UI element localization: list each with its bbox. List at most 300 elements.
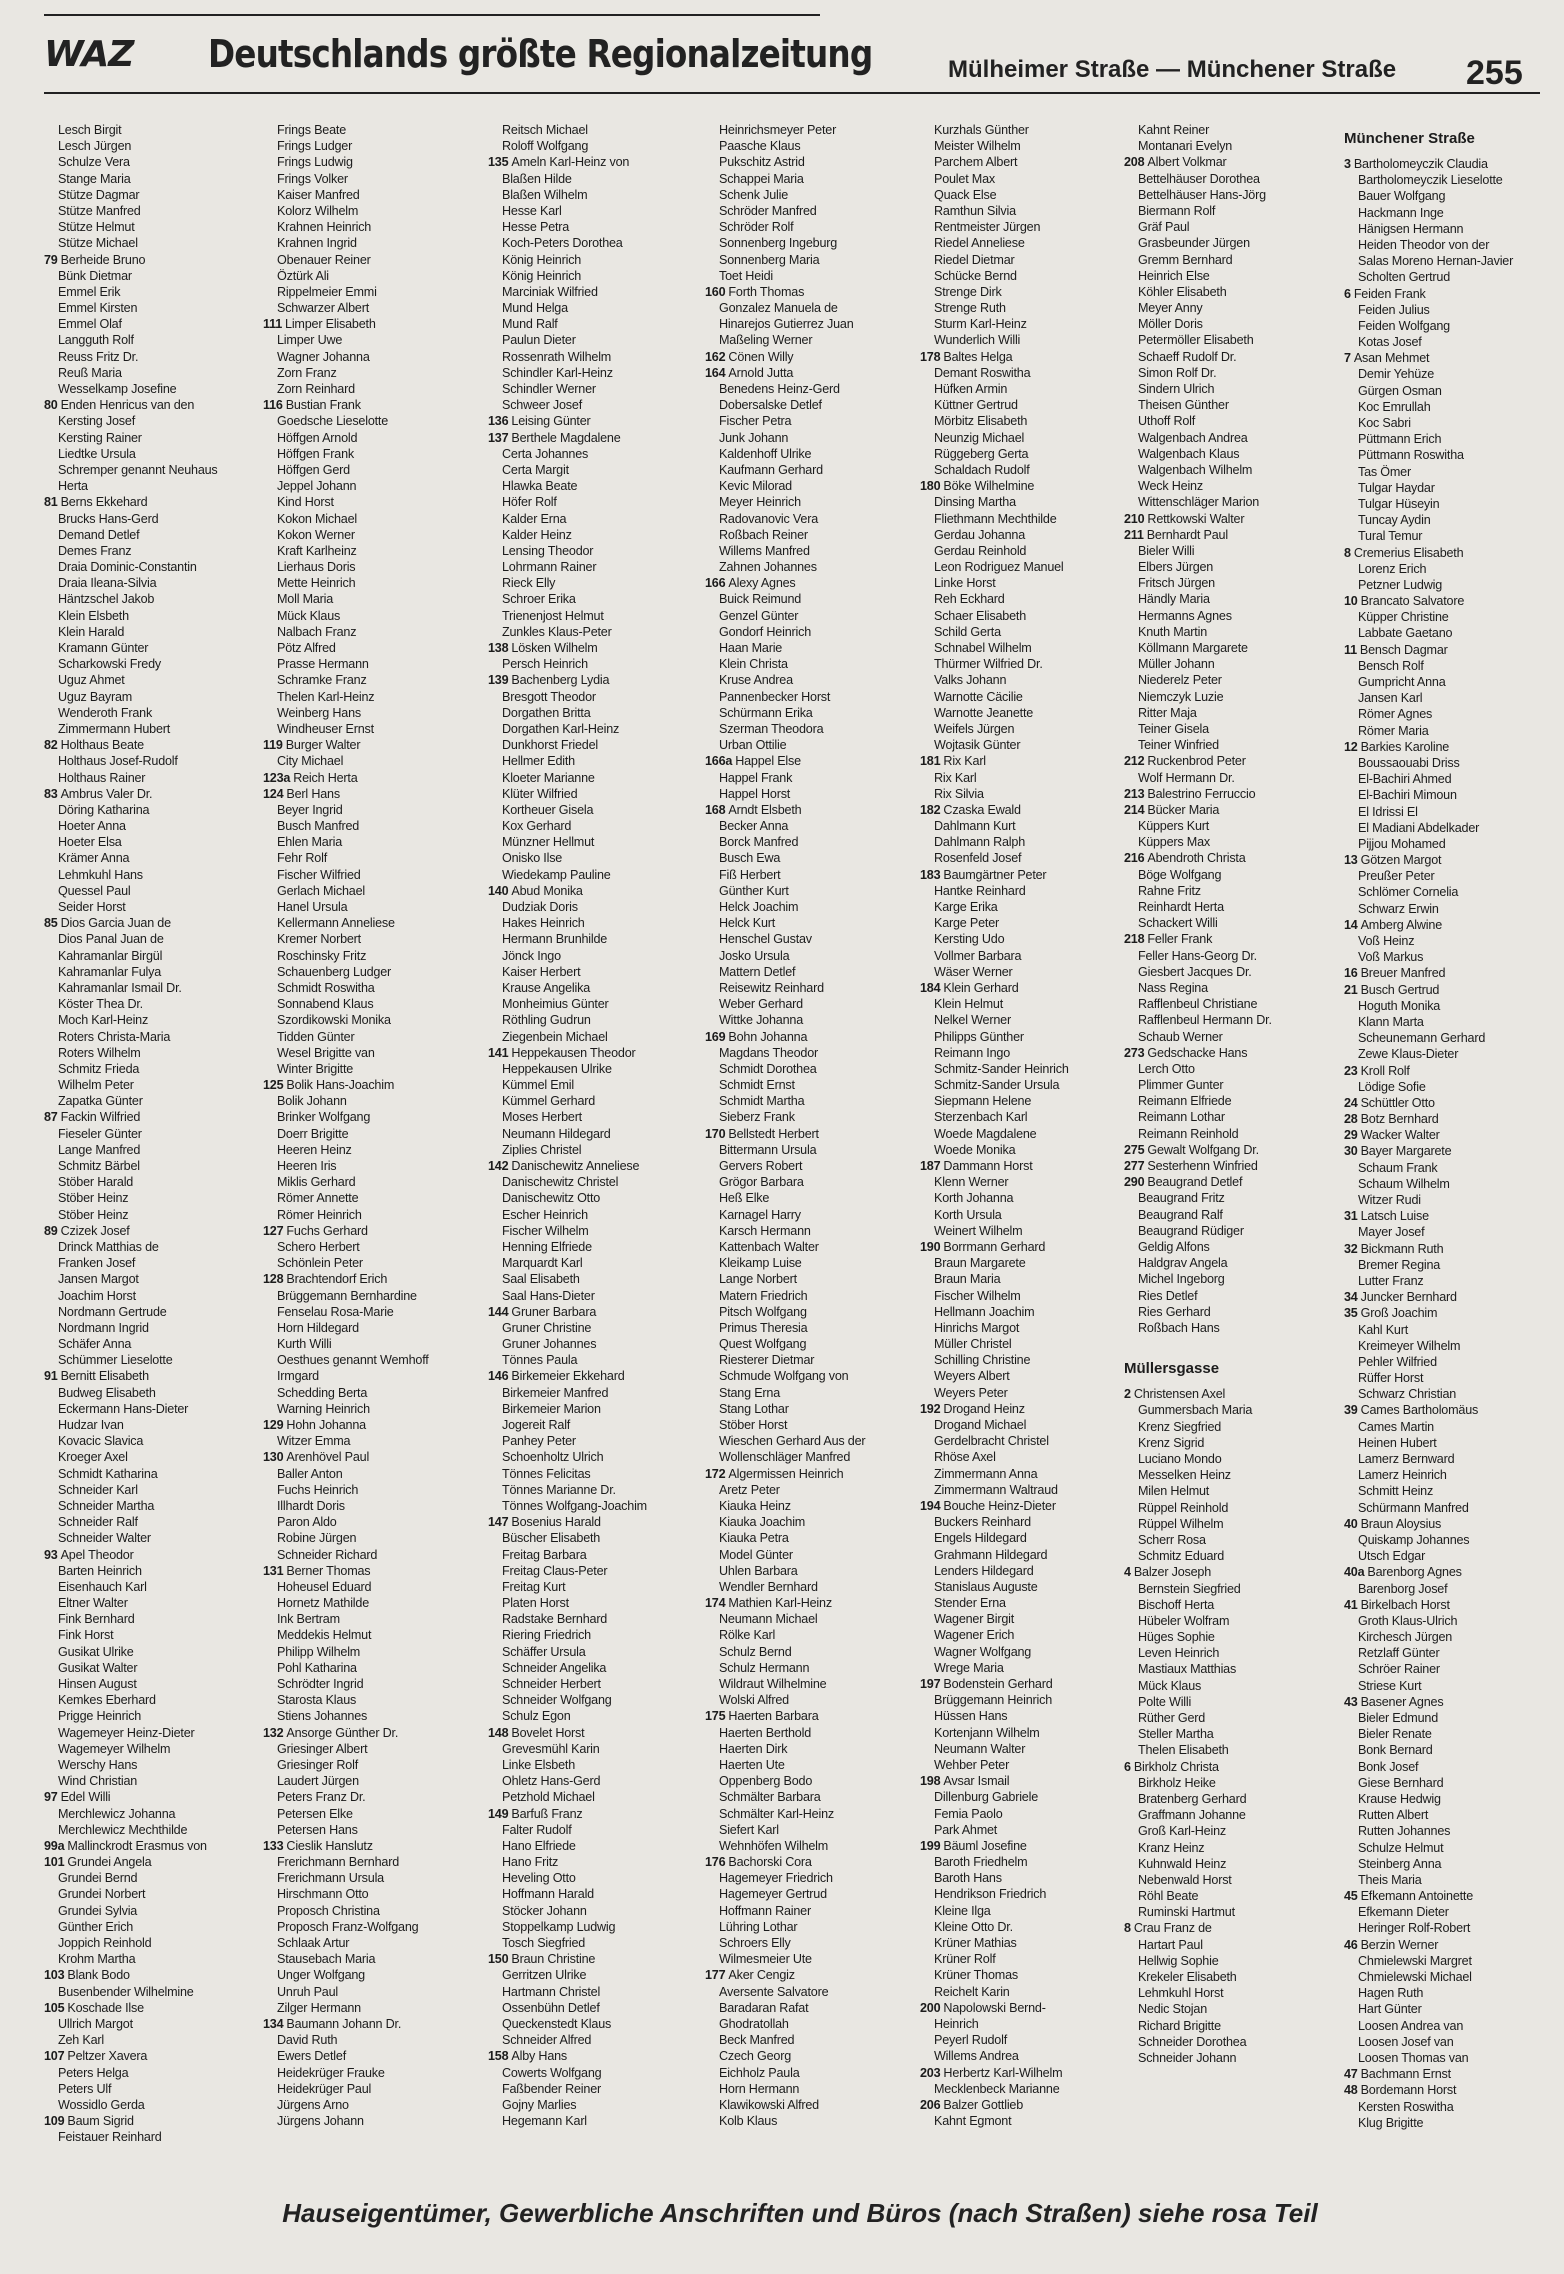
directory-entry: Schaldach Rudolf: [934, 462, 1030, 477]
directory-entry: Heveling Otto: [502, 1871, 576, 1886]
directory-entry: Kaiser Herbert: [502, 964, 581, 979]
resident-name: Bücker Maria: [1147, 802, 1220, 817]
directory-entry: [488, 430, 702, 446]
directory-entry: Strenge Ruth: [934, 301, 1006, 316]
directory-entry: Lesch Jürgen: [58, 139, 132, 154]
directory-entry: Beck Manfred: [719, 2033, 795, 2048]
directory-entry: Oesthues genannt Wemhoff: [277, 1353, 429, 1368]
directory-entry: Hakes Heinrich: [502, 916, 585, 931]
directory-entry: Prasse Hermann: [277, 657, 369, 672]
directory-entry: [1344, 739, 1558, 755]
directory-entry: Dobersalske Detlef: [719, 398, 822, 413]
directory-entry: [1124, 802, 1338, 818]
directory-entry: [920, 1401, 1134, 1417]
resident-name: Baumann Johann Dr.: [286, 2016, 402, 2031]
directory-entry: Irmgard: [277, 1369, 319, 1384]
directory-entry: [705, 1466, 919, 1482]
house-number: 46: [1344, 1937, 1358, 1952]
directory-entry: [488, 1806, 702, 1822]
directory-entry: Warnotte Jeanette: [934, 705, 1034, 720]
resident-name: Blank Bodo: [67, 1968, 130, 1983]
resident-name: Bernitt Elisabeth: [60, 1369, 149, 1384]
directory-entry: Benedens Heinz-Gerd: [719, 382, 840, 396]
directory-entry: Gusikat Walter: [58, 1660, 138, 1675]
house-number: 199: [920, 1838, 941, 1853]
directory-entry: Saal Elisabeth: [502, 1272, 580, 1287]
directory-entry: Schlaak Artur: [277, 1936, 350, 1950]
directory-entry: Loosen Thomas van: [1358, 2050, 1469, 2065]
directory-entry: Mörbitz Elisabeth: [934, 414, 1028, 429]
house-number: 184: [920, 980, 941, 995]
resident-name: Balzer Joseph: [1133, 1565, 1212, 1580]
directory-entry: Kersting Josef: [58, 414, 135, 429]
directory-entry: Riering Friedrich: [502, 1628, 591, 1643]
directory-entry: Zimmermann Hubert: [58, 721, 171, 736]
directory-entry: Petzhold Michael: [502, 1790, 595, 1805]
resident-name: Busch Gertrud: [1360, 982, 1440, 997]
directory-entry: Lange Manfred: [58, 1142, 141, 1157]
directory-entry: Reuß Maria: [58, 365, 122, 380]
house-number: 180: [920, 479, 941, 494]
directory-entry: Escher Heinrich: [502, 1207, 588, 1222]
directory-entry: Petersen Hans: [277, 1822, 358, 1837]
directory-entry: Kersten Roswitha: [1358, 2099, 1454, 2114]
house-number: 132: [263, 1725, 284, 1740]
house-number: 4: [1124, 1565, 1131, 1580]
directory-entry: Rafflenbeul Hermann Dr.: [1138, 1013, 1272, 1028]
directory-columns: [44, 122, 1550, 2192]
directory-entry: Pukschitz Astrid: [719, 155, 805, 170]
directory-entry: Teiner Winfried: [1138, 738, 1219, 753]
house-number: 218: [1124, 932, 1145, 947]
resident-name: Baumgärtner Peter: [943, 867, 1047, 882]
directory-entry: Helck Kurt: [719, 916, 776, 931]
directory-entry: Koc Emrullah: [1358, 399, 1431, 414]
directory-entry: [1344, 1063, 1558, 1079]
directory-column-5: [920, 122, 1134, 2192]
directory-entry: Siefert Karl: [719, 1822, 779, 1837]
directory-entry: Schmude Wolfgang von: [719, 1369, 849, 1384]
directory-entry: Wolf Hermann Dr.: [1138, 770, 1235, 785]
directory-entry: [263, 1417, 477, 1433]
directory-entry: Stange Maria: [58, 171, 131, 186]
directory-entry: Reitsch Michael: [502, 123, 588, 137]
directory-entry: Weyers Albert: [934, 1369, 1010, 1384]
directory-entry: Demes Franz: [58, 543, 132, 558]
resident-name: Bohn Johanna: [728, 1029, 808, 1044]
directory-entry: Dahlmann Ralph: [934, 835, 1026, 850]
directory-entry: Stöber Harald: [58, 1175, 134, 1190]
directory-entry: Sonnenberg Maria: [719, 252, 820, 267]
resident-name: Fuchs Gerhard: [286, 1223, 368, 1238]
directory-entry: Ohletz Hans-Gerd: [502, 1774, 601, 1789]
directory-entry: Klawikowski Alfred: [719, 2097, 819, 2112]
resident-name: Ameln Karl-Heinz von: [511, 155, 630, 170]
directory-entry: Sturm Karl-Heinz: [934, 317, 1027, 332]
directory-entry: Weinberg Hans: [277, 705, 361, 720]
directory-entry: [705, 349, 919, 365]
resident-name: Bosenius Harald: [511, 1515, 601, 1530]
house-number: 35: [1344, 1306, 1358, 1321]
directory-entry: Paulun Dieter: [502, 333, 576, 348]
directory-entry: Zimmermann Waltraud: [934, 1482, 1058, 1497]
directory-entry: Peters Helga: [58, 2065, 129, 2080]
directory-entry: Josko Ursula: [719, 948, 790, 963]
directory-entry: Proposch Franz-Wolfgang: [277, 1919, 419, 1934]
directory-entry: Gondorf Heinrich: [719, 624, 811, 639]
directory-entry: [44, 786, 258, 802]
directory-entry: Römer Maria: [1358, 723, 1429, 738]
directory-entry: [920, 1498, 1134, 1514]
directory-entry: Emmel Kirsten: [58, 301, 138, 316]
directory-entry: [44, 252, 258, 268]
directory-entry: Rossenrath Wilhelm: [502, 349, 612, 364]
directory-entry: Mattern Detlef: [719, 964, 796, 979]
directory-entry: Schaeff Rudolf Dr.: [1138, 349, 1237, 364]
directory-entry: Budweg Elisabeth: [58, 1385, 156, 1400]
directory-entry: Rüther Gerd: [1138, 1711, 1206, 1725]
directory-entry: Fehr Rolf: [277, 851, 327, 866]
directory-entry: [44, 1368, 258, 1384]
house-number: 30: [1344, 1144, 1358, 1159]
directory-entry: Oppenberg Bodo: [719, 1774, 813, 1789]
directory-entry: Haldgrav Angela: [1138, 1256, 1228, 1271]
directory-entry: Theisen Günther: [1138, 398, 1229, 413]
directory-entry: Niederelz Peter: [1138, 673, 1222, 688]
resident-name: Basener Agnes: [1360, 1694, 1444, 1709]
directory-entry: Miklis Gerhard: [277, 1175, 356, 1190]
directory-entry: Schulz Egon: [502, 1709, 571, 1724]
directory-entry: Wesselkamp Josefine: [58, 382, 177, 396]
directory-entry: Ritter Maja: [1138, 705, 1197, 720]
resident-name: Bachmann Ernst: [1360, 2067, 1451, 2082]
directory-entry: Merchlewicz Johanna: [58, 1806, 176, 1821]
directory-entry: Neumann Hildegard: [502, 1126, 611, 1141]
directory-entry: Kox Gerhard: [502, 819, 572, 834]
directory-entry: Küppers Kurt: [1138, 819, 1210, 834]
directory-entry: [1344, 1127, 1558, 1143]
directory-entry: Demant Roswitha: [934, 365, 1031, 380]
directory-entry: Rix Karl: [934, 770, 977, 785]
directory-entry: Maßeling Werner: [719, 333, 813, 348]
directory-entry: [1344, 1597, 1558, 1613]
directory-entry: Schroers Elly: [719, 1936, 791, 1950]
directory-entry: Schneider Walter: [58, 1531, 151, 1546]
directory-entry: [1344, 156, 1558, 172]
directory-entry: Schneider Alfred: [502, 2033, 592, 2048]
house-number: 21: [1344, 982, 1358, 997]
directory-entry: Frerichmann Ursula: [277, 1871, 384, 1886]
directory-entry: Wehnhöfen Wilhelm: [719, 1838, 829, 1853]
resident-name: Barfuß Franz: [511, 1806, 583, 1821]
directory-entry: Hagemeyer Gertrud: [719, 1887, 827, 1902]
directory-entry: Kovacic Slavica: [58, 1434, 144, 1449]
house-number: 41: [1344, 1597, 1358, 1612]
directory-entry: Knuth Martin: [1138, 624, 1207, 639]
directory-entry: Roßbach Reiner: [719, 527, 808, 542]
house-number: 198: [920, 1774, 941, 1789]
directory-entry: Monheimius Günter: [502, 997, 609, 1012]
house-number: 148: [488, 1725, 509, 1740]
directory-entry: Schneider Johann: [1138, 2050, 1237, 2065]
resident-name: Braun Christine: [511, 1952, 596, 1967]
resident-name: Fackin Wilfried: [60, 1110, 141, 1125]
directory-entry: Buckers Reinhard: [934, 1515, 1031, 1530]
house-number: 125: [263, 1078, 284, 1093]
directory-entry: Leven Heinrich: [1138, 1646, 1220, 1661]
directory-entry: [1344, 852, 1558, 868]
directory-entry: Tidden Günter: [277, 1029, 355, 1044]
directory-entry: Beaugrand Rüdiger: [1138, 1223, 1244, 1238]
directory-entry: [1344, 593, 1558, 609]
directory-entry: Heinrichsmeyer Peter: [719, 123, 837, 137]
directory-entry: Robine Jürgen: [277, 1531, 357, 1546]
resident-name: Cremerius Elisabeth: [1353, 545, 1464, 560]
directory-entry: Riesterer Dietmar: [719, 1353, 815, 1368]
directory-entry: Pötz Alfred: [277, 641, 336, 655]
house-number: 273: [1124, 1045, 1145, 1060]
directory-entry: Hoeter Elsa: [58, 835, 122, 850]
directory-entry: Zeh Karl: [58, 2033, 104, 2048]
directory-entry: Rüggeberg Gerta: [934, 446, 1029, 461]
directory-entry: Heinrich Else: [1138, 268, 1210, 283]
resident-name: Ruckenbrod Peter: [1147, 754, 1246, 769]
directory-entry: Elbers Jürgen: [1138, 560, 1214, 575]
resident-name: Birkelbach Horst: [1360, 1597, 1450, 1612]
directory-entry: Reimann Lothar: [1138, 1110, 1225, 1125]
directory-entry: [705, 1708, 919, 1724]
directory-entry: [488, 2048, 702, 2064]
directory-entry: Doerr Brigitte: [277, 1126, 349, 1141]
directory-entry: Tönnes Paula: [502, 1353, 578, 1368]
directory-entry: Sindern Ulrich: [1138, 382, 1215, 396]
directory-entry: Wunderlich Willi: [934, 333, 1021, 348]
house-number: 216: [1124, 851, 1145, 866]
directory-entry: Giesbert Jacques Dr.: [1138, 964, 1252, 979]
directory-entry: Birkemeier Manfred: [502, 1385, 609, 1400]
directory-entry: Hinsen August: [58, 1677, 137, 1691]
directory-entry: Grundei Bernd: [58, 1871, 138, 1886]
directory-entry: Kramann Günter: [58, 641, 149, 655]
directory-entry: Biermann Rolf: [1138, 203, 1216, 218]
directory-entry: [1344, 1208, 1558, 1224]
directory-entry: Schulz Bernd: [719, 1644, 792, 1659]
directory-entry: Herta: [58, 479, 88, 494]
house-number: 166a: [705, 754, 733, 769]
resident-name: Birkholz Christa: [1133, 1759, 1219, 1774]
directory-entry: Schmitz-Sander Heinrich: [934, 1061, 1069, 1076]
directory-entry: [1344, 286, 1558, 302]
house-number: 10: [1344, 594, 1358, 609]
directory-entry: Riedel Dietmar: [934, 252, 1015, 267]
directory-entry: [263, 2016, 477, 2032]
directory-entry: Zewe Klaus-Dieter: [1358, 1047, 1459, 1062]
directory-entry: Rhöse Axel: [934, 1450, 996, 1465]
house-number: 119: [263, 738, 283, 753]
directory-entry: Seider Horst: [58, 900, 126, 914]
house-number: 214: [1124, 802, 1145, 817]
directory-entry: Heiden Theodor von der: [1358, 237, 1490, 252]
directory-entry: Parchem Albert: [934, 155, 1018, 170]
directory-entry: [263, 397, 477, 413]
directory-entry: Jeppel Johann: [277, 479, 357, 494]
directory-entry: [1124, 1759, 1338, 1775]
directory-entry: Kaldenhoff Ulrike: [719, 446, 812, 461]
directory-entry: Fenselau Rosa-Marie: [277, 1304, 394, 1319]
directory-entry: Demir Yehüze: [1358, 367, 1435, 382]
directory-entry: Schürmann Erika: [719, 705, 813, 720]
directory-entry: Tulgar Haydar: [1358, 480, 1435, 495]
directory-entry: Holthaus Rainer: [58, 770, 146, 785]
directory-entry: Nalbach Franz: [277, 624, 357, 639]
directory-entry: [920, 349, 1134, 365]
directory-entry: [1124, 1386, 1338, 1402]
directory-entry: Illhardt Doris: [277, 1498, 345, 1513]
directory-entry: [44, 1854, 258, 1870]
resident-name: Borrmann Gerhard: [943, 1239, 1046, 1254]
house-number: 169: [705, 1029, 726, 1044]
directory-entry: Panhey Peter: [502, 1434, 576, 1449]
directory-entry: Schaum Frank: [1358, 1160, 1438, 1175]
directory-entry: Uthoff Rolf: [1138, 414, 1196, 429]
directory-entry: Schwarz Christian: [1358, 1387, 1457, 1402]
directory-entry: Hano Elfriede: [502, 1838, 576, 1853]
directory-entry: Emmel Olaf: [58, 317, 122, 332]
directory-entry: Höffgen Frank: [277, 446, 354, 461]
directory-entry: Schmitt Heinz: [1358, 1484, 1434, 1499]
directory-entry: Mayer Josef: [1358, 1225, 1425, 1240]
street-heading: Münchener Straße: [1344, 130, 1475, 147]
directory-entry: David Ruth: [277, 2033, 338, 2048]
directory-entry: Rentmeister Jürgen: [934, 220, 1041, 235]
directory-entry: [1344, 1694, 1558, 1710]
directory-entry: Tuncay Aydin: [1358, 513, 1431, 528]
directory-entry: Krause Angelika: [502, 980, 591, 995]
directory-entry: [920, 1239, 1134, 1255]
directory-entry: Quest Wolfgang: [719, 1337, 807, 1352]
directory-entry: Reimann Elfriede: [1138, 1094, 1232, 1109]
directory-entry: Busch Manfred: [277, 819, 360, 834]
directory-entry: Schenk Julie: [719, 187, 789, 202]
directory-entry: Happel Horst: [719, 786, 791, 801]
directory-entry: Beaugrand Ralf: [1138, 1207, 1223, 1222]
directory-column-3: [488, 122, 702, 2192]
directory-entry: Schmitz Frieda: [58, 1061, 140, 1076]
directory-entry: Dorgathen Britta: [502, 705, 591, 720]
house-number: 190: [920, 1239, 941, 1254]
house-number: 40a: [1344, 1565, 1365, 1580]
directory-entry: Helck Joachim: [719, 900, 799, 914]
directory-entry: Gojny Marlies: [502, 2097, 577, 2112]
directory-entry: Kuhnwald Heinz: [1138, 1856, 1227, 1871]
directory-entry: Boussaouabi Driss: [1358, 755, 1460, 770]
house-number: 144: [488, 1304, 509, 1319]
directory-entry: Weyers Peter: [934, 1385, 1008, 1400]
directory-entry: Gruner Johannes: [502, 1337, 597, 1352]
directory-entry: Bolik Johann: [277, 1094, 347, 1109]
resident-name: Rix Karl: [943, 754, 986, 769]
directory-entry: Kremer Norbert: [277, 932, 361, 947]
directory-entry: Krahnen Heinrich: [277, 220, 372, 235]
resident-name: Holthaus Beate: [60, 738, 144, 753]
directory-entry: Kersting Rainer: [58, 430, 142, 445]
resident-name: Brachtendorf Erich: [286, 1272, 388, 1287]
directory-entry: Ramthun Silvia: [934, 203, 1016, 218]
resident-name: Bovelet Horst: [511, 1725, 585, 1740]
resident-name: Abendroth Christa: [1147, 851, 1246, 866]
directory-entry: Frings Ludger: [277, 139, 353, 154]
house-number: 275: [1124, 1142, 1145, 1157]
directory-entry: [1124, 1158, 1338, 1174]
directory-entry: Karnagel Harry: [719, 1207, 801, 1222]
directory-entry: Peters Ulf: [58, 2081, 112, 2096]
house-number: 2: [1124, 1387, 1131, 1402]
directory-entry: Küttner Gertrud: [934, 398, 1018, 413]
directory-entry: Hoffmann Rainer: [719, 1903, 811, 1918]
resident-name: Berner Thomas: [286, 1563, 371, 1578]
page-number: 255: [1466, 54, 1523, 92]
directory-column-7: [1344, 122, 1558, 2192]
directory-entry: Woede Monika: [934, 1142, 1016, 1157]
directory-entry: Rippelmeier Emmi: [277, 284, 377, 299]
directory-entry: Merchlewicz Mechthilde: [58, 1822, 188, 1837]
resident-name: Bayer Margarete: [1360, 1144, 1452, 1159]
directory-entry: [263, 1077, 477, 1093]
resident-name: Cönen Willy: [728, 349, 794, 364]
house-number: 129: [263, 1418, 284, 1432]
directory-entry: El Madiani Abdelkader: [1358, 820, 1480, 835]
directory-entry: Koc Sabri: [1358, 416, 1411, 430]
directory-entry: Hornetz Mathilde: [277, 1596, 369, 1611]
directory-entry: Münzner Hellmut: [502, 835, 595, 850]
directory-entry: Schaum Wilhelm: [1358, 1176, 1450, 1191]
resident-name: Forth Thomas: [728, 284, 805, 299]
directory-entry: Freitag Claus-Peter: [502, 1563, 608, 1578]
directory-entry: Schedding Berta: [277, 1385, 368, 1400]
directory-entry: Stanislaus Auguste: [934, 1579, 1038, 1594]
directory-entry: Gerdau Johanna: [934, 527, 1026, 542]
directory-entry: [705, 1595, 919, 1611]
directory-entry: Bremer Regina: [1358, 1257, 1441, 1272]
directory-entry: [44, 494, 258, 510]
house-number: 142: [488, 1159, 509, 1173]
house-number: 177: [705, 1968, 726, 1983]
directory-entry: Hüges Sophie: [1138, 1630, 1215, 1645]
resident-name: Heppekausen Theodor: [511, 1045, 636, 1060]
directory-entry: Joppich Reinhold: [58, 1936, 152, 1950]
directory-entry: Bresgott Theodor: [502, 689, 596, 704]
directory-entry: Bensch Rolf: [1358, 658, 1424, 673]
directory-entry: [920, 1158, 1134, 1174]
directory-entry: Mück Klaus: [1138, 1678, 1202, 1693]
house-number: 212: [1124, 754, 1145, 769]
directory-entry: Tulgar Hüseyin: [1358, 496, 1440, 511]
directory-entry: Hartmann Christel: [502, 1984, 601, 1999]
directory-entry: Klug Brigitte: [1358, 2115, 1424, 2130]
directory-entry: Kevic Milorad: [719, 479, 792, 494]
directory-entry: [44, 1789, 258, 1805]
header-top-rule: [44, 14, 820, 16]
directory-entry: Kortheuer Gisela: [502, 802, 594, 817]
directory-entry: Fieseler Günter: [58, 1126, 142, 1141]
directory-entry: [44, 1967, 258, 1983]
directory-entry: Leon Rodriguez Manuel: [934, 560, 1064, 575]
house-number: 183: [920, 867, 941, 882]
directory-entry: Frerichmann Bernhard: [277, 1855, 399, 1870]
resident-name: Bodenstein Gerhard: [943, 1677, 1053, 1691]
directory-entry: [44, 1547, 258, 1563]
directory-entry: Jürgens Arno: [277, 2097, 349, 2112]
